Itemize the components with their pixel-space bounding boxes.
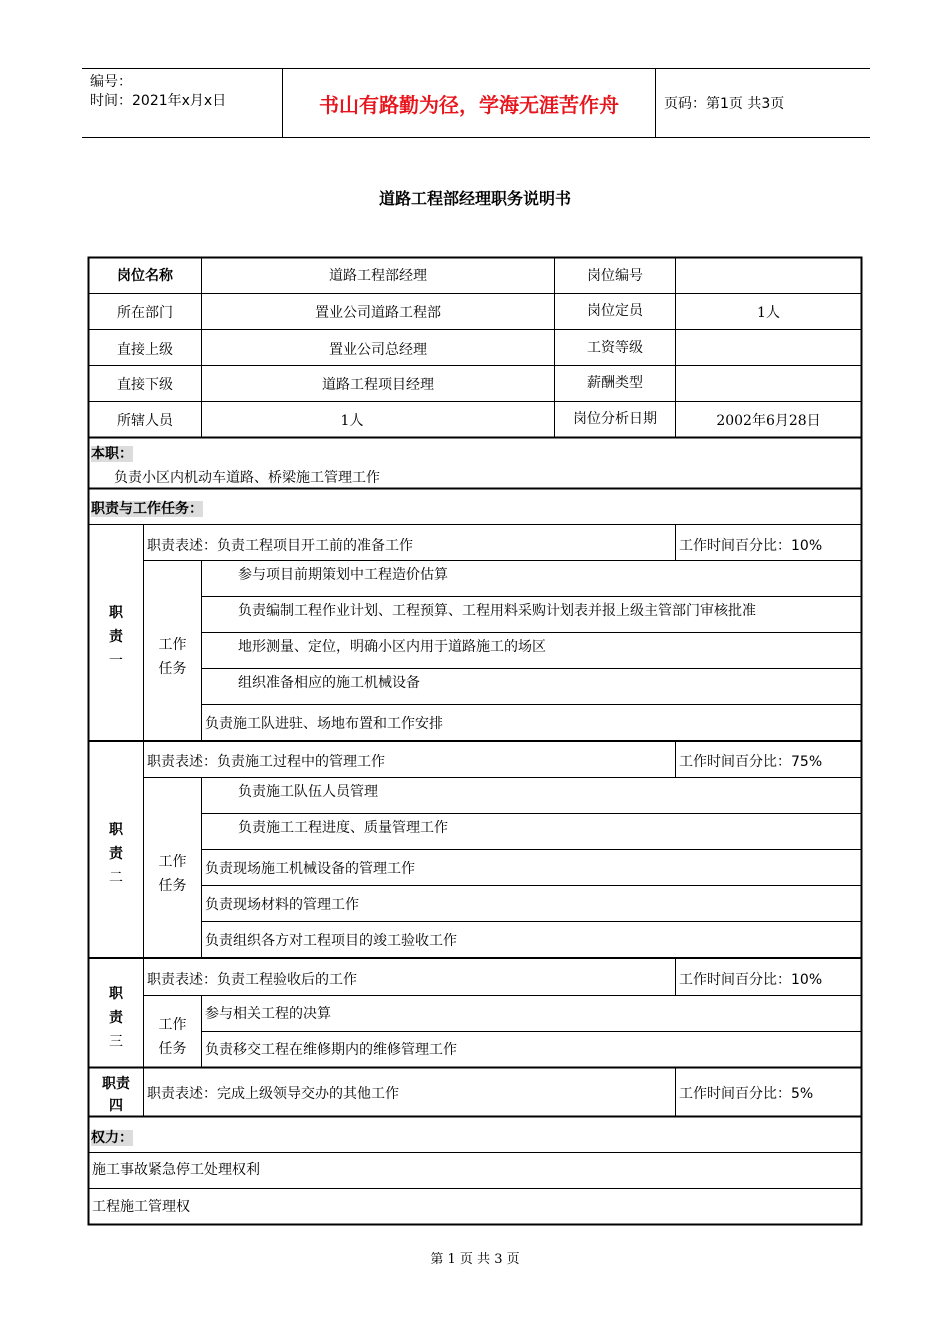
header-motto: 书山有路勤为径，学海无涯苦作舟 [319, 92, 619, 117]
authority-item: 工程施工管理权 [92, 1199, 190, 1215]
pay-type-label: 薪酬类型 [587, 375, 643, 391]
duty-time: 工作时间百分比：5% [679, 1086, 814, 1102]
position-name: 道路工程部经理 [329, 268, 427, 284]
duties-label: 职责与工作任务： [91, 501, 203, 517]
page-number-label: 页码：第1页 共3页 [664, 96, 785, 112]
task-item: 负责施工工程进度、质量管理工作 [238, 820, 448, 836]
core-duty-text: 负责小区内机动车道路、桥梁施工管理工作 [114, 470, 380, 486]
duty-desc: 职责表述：负责施工过程中的管理工作 [147, 754, 385, 770]
headcount-label: 岗位定员 [587, 303, 643, 319]
subordinate: 道路工程项目经理 [322, 377, 434, 393]
analysis-date: 2002年6月28日 [716, 413, 821, 429]
document-title: 道路工程部经理职务说明书 [378, 189, 571, 208]
task-item: 组织准备相应的施工机械设备 [238, 675, 420, 691]
task-item: 负责编制工程作业计划、工程预算、工程用料采购计划表并报上级主管部门审核批准 [238, 603, 756, 619]
duty-time: 工作时间百分比：75% [679, 754, 823, 770]
authority-label: 权力： [91, 1130, 133, 1146]
task-item: 负责组织各方对工程项目的竣工验收工作 [205, 933, 457, 949]
subordinate-label: 直接下级 [117, 377, 173, 393]
page-footer: 第 1 页 共 3 页 [430, 1252, 520, 1267]
duty-name: 职 责 一 [109, 605, 123, 669]
duty-name: 职 责 三 [109, 986, 123, 1050]
department-label: 所在部门 [117, 305, 173, 321]
duty-desc: 职责表述：负责工程验收后的工作 [147, 972, 357, 988]
tasks-label: 工作 任务 [158, 1017, 187, 1057]
task-item: 参与相关工程的决算 [205, 1006, 331, 1022]
superior-label: 直接上级 [117, 342, 173, 358]
task-item: 负责现场施工机械设备的管理工作 [205, 861, 415, 877]
task-item: 参与项目前期策划中工程造价估算 [238, 567, 448, 583]
staff: 1人 [340, 413, 364, 429]
position-code-label: 岗位编号 [587, 268, 643, 284]
staff-label: 所辖人员 [117, 413, 173, 429]
superior: 置业公司总经理 [329, 342, 427, 358]
headcount: 1人 [757, 305, 780, 321]
position-name-label: 岗位名称 [117, 268, 173, 284]
duty-desc: 职责表述：负责工程项目开工前的准备工作 [147, 538, 413, 554]
task-item: 负责施工队伍人员管理 [238, 784, 378, 800]
department: 置业公司道路工程部 [315, 305, 441, 321]
tasks-label: 工作 任务 [158, 854, 187, 894]
duty-name: 职 责 二 [109, 822, 123, 886]
authority-item: 施工事故紧急停工处理权利 [92, 1162, 260, 1178]
task-item: 负责施工队进驻、场地布置和工作安排 [205, 716, 443, 732]
salary-grade-label: 工资等级 [587, 340, 643, 356]
analysis-date-label: 岗位分析日期 [573, 411, 657, 427]
task-item: 负责移交工程在维修期内的维修管理工作 [205, 1042, 457, 1058]
duty-time: 工作时间百分比：10% [679, 972, 823, 988]
tasks-label: 工作 任务 [158, 637, 187, 677]
duty-name: 职责 四 [102, 1076, 130, 1114]
duty-time: 工作时间百分比：10% [679, 538, 823, 554]
task-item: 地形测量、定位，明确小区内用于道路施工的场区 [238, 639, 546, 655]
core-duty-label: 本职： [91, 446, 133, 462]
duty-desc: 职责表述：完成上级领导交办的其他工作 [147, 1086, 399, 1102]
time-label: 时间：2021年x月x日 [90, 93, 227, 109]
task-item: 负责现场材料的管理工作 [205, 897, 359, 913]
code-label: 编号： [90, 74, 132, 90]
